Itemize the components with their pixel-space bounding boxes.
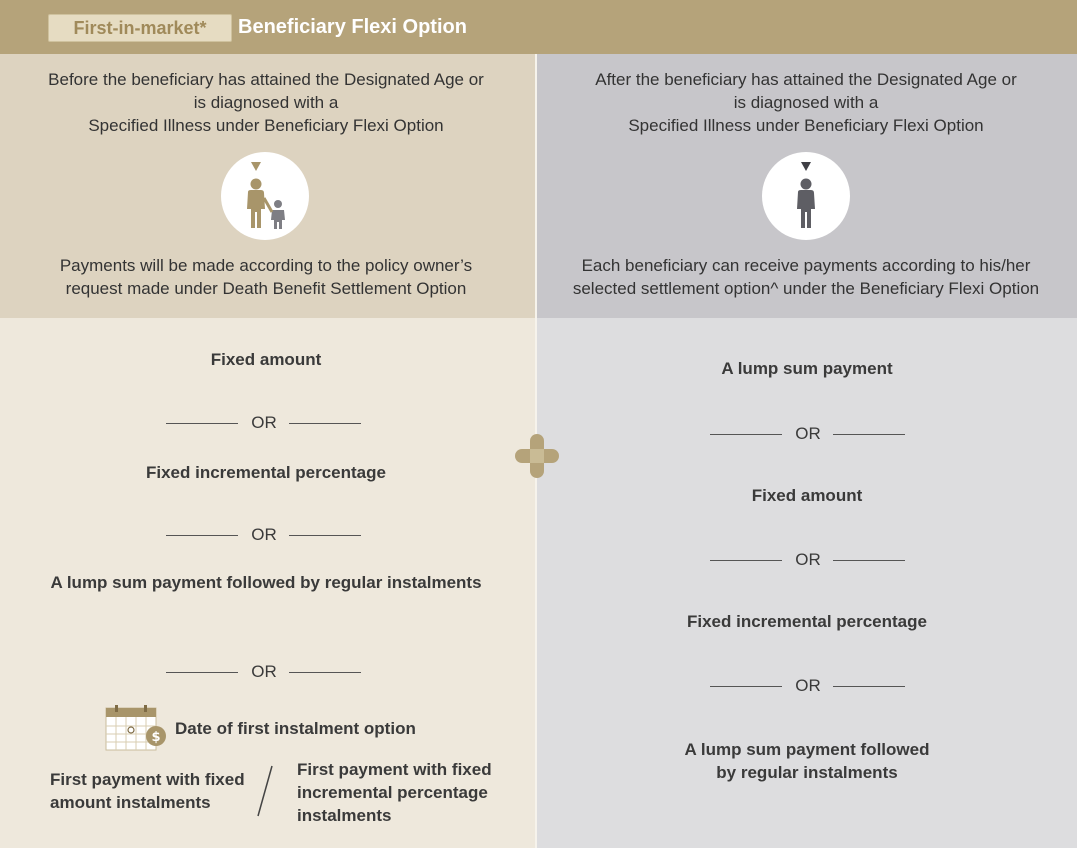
option-line: A lump sum payment followed <box>684 740 930 759</box>
or-label: OR <box>795 424 821 443</box>
or-label: OR <box>251 662 277 681</box>
first-in-market-badge: First-in-market* <box>48 14 232 42</box>
plus-icon <box>513 432 561 480</box>
or-separator <box>710 549 906 571</box>
or-separator <box>710 675 906 697</box>
or-separator <box>166 412 362 434</box>
before-description-line: request made under Death Benefit Settlement Option <box>65 279 467 298</box>
sub-option-line: incremental percentage <box>297 783 488 802</box>
before-heading-line: Specified Illness under Beneficiary Flexi Option <box>88 116 444 135</box>
option-lump-sum-followed-by-instalments <box>550 738 1064 784</box>
option-line: by regular instalments <box>716 763 898 782</box>
date-of-first-instalment-label: Date of first instalment option <box>175 719 416 738</box>
sub-option-line: instalments <box>297 806 392 825</box>
parent-child-icon <box>221 152 309 240</box>
or-separator <box>166 524 362 546</box>
parent-child-icon-circle <box>221 152 309 240</box>
or-label: OR <box>795 550 821 569</box>
option-fixed-incremental-percentage: Fixed incremental percentage <box>146 463 386 482</box>
or-label: OR <box>251 525 277 544</box>
sub-option-line: First payment with fixed <box>50 770 245 789</box>
or-separator <box>710 423 906 445</box>
before-heading <box>10 68 522 137</box>
after-heading-line: is diagnosed with a <box>733 93 879 112</box>
before-heading-line: Before the beneficiary has attained the Designated Age or <box>48 70 484 89</box>
option-fixed-amount: Fixed amount <box>210 350 322 369</box>
page-title: Beneficiary Flexi Option <box>238 16 467 38</box>
after-description-line: Each beneficiary can receive payments according to his/her <box>581 256 1031 275</box>
or-separator <box>166 661 362 683</box>
after-heading-line: Specified Illness under Beneficiary Flexi Option <box>628 116 984 135</box>
before-description-line: Payments will be made according to the policy owner’s <box>59 256 473 275</box>
header-bar <box>0 0 1077 54</box>
before-description <box>10 254 522 300</box>
after-description <box>550 254 1062 300</box>
after-description-line: selected settlement option^ under the Beneficiary Flexi Option <box>572 279 1040 298</box>
adult-person-icon <box>762 152 850 240</box>
after-heading <box>550 68 1062 137</box>
slash-divider <box>255 764 275 818</box>
sub-option-line: First payment with fixed <box>297 760 492 779</box>
option-lump-sum-followed-by-instalments: A lump sum payment followed by regular instalments <box>50 573 482 592</box>
or-label: OR <box>795 676 821 695</box>
option-lump-sum-payment: A lump sum payment <box>721 359 893 378</box>
svg-text:$: $ <box>151 730 161 745</box>
adult-icon-circle <box>762 152 850 240</box>
calendar-dollar-icon <box>104 704 168 752</box>
sub-option-fixed-percentage-instalments <box>297 758 517 827</box>
sub-option-fixed-amount-instalments <box>50 768 260 814</box>
after-heading-line: After the beneficiary has attained the Designated Age or <box>595 70 1017 89</box>
sub-option-line: amount instalments <box>50 793 211 812</box>
before-heading-line: is diagnosed with a <box>193 93 339 112</box>
option-fixed-amount: Fixed amount <box>751 486 863 505</box>
or-label: OR <box>251 413 277 432</box>
option-fixed-incremental-percentage: Fixed incremental percentage <box>687 612 927 631</box>
